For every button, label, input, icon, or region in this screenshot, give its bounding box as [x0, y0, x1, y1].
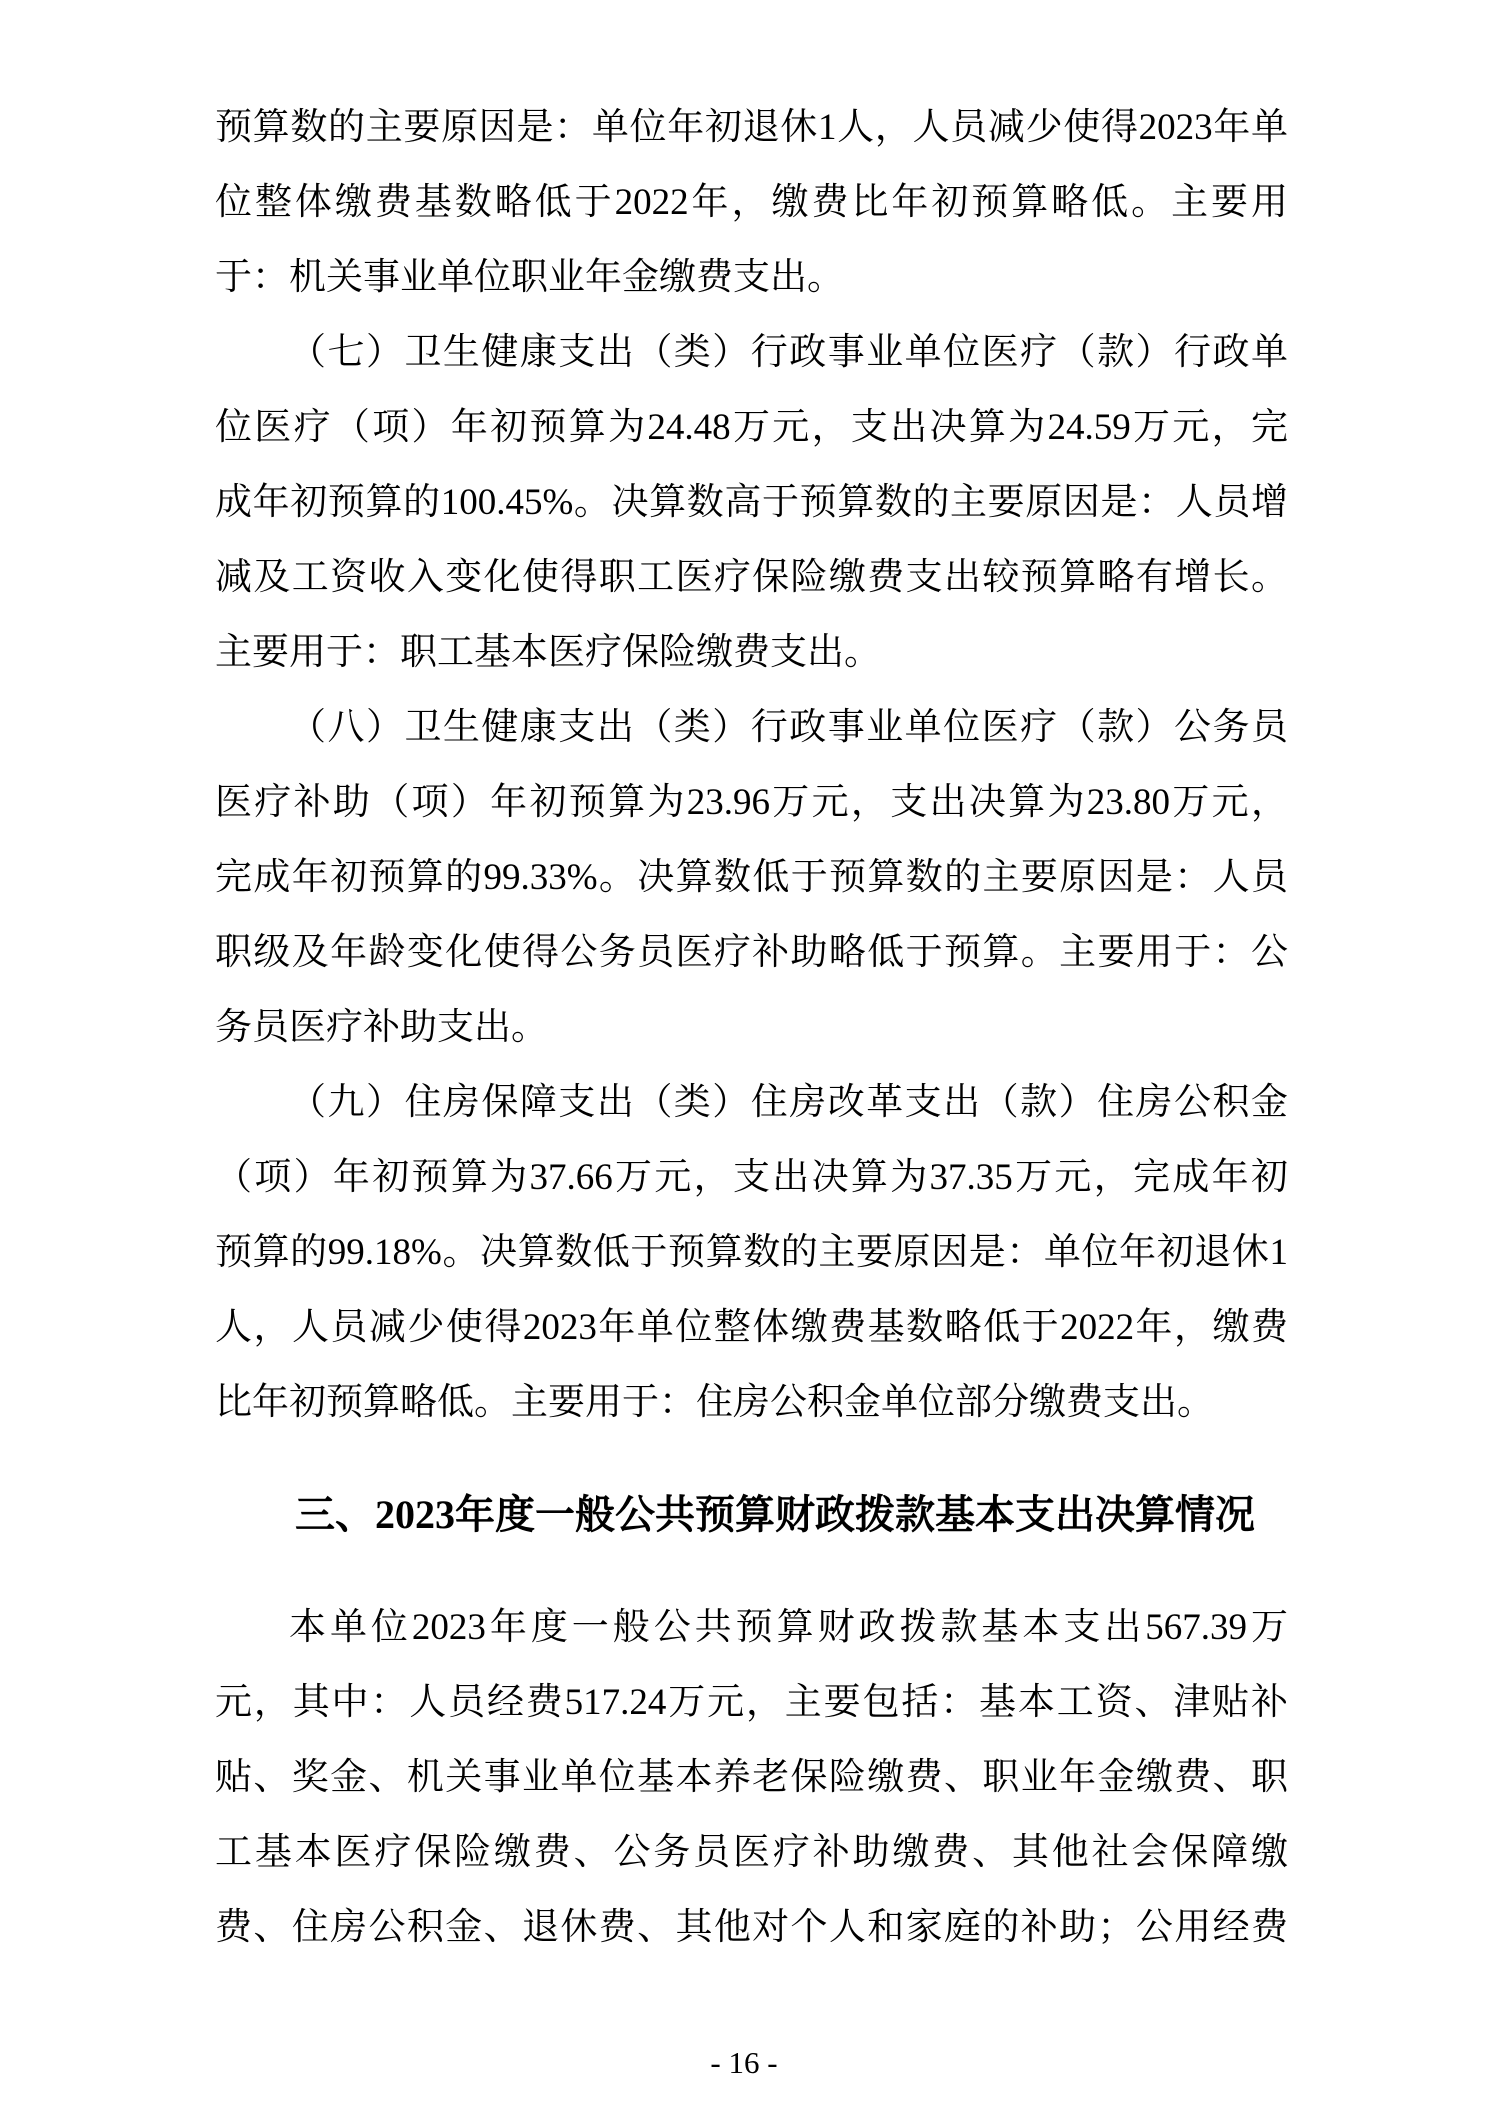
text-line: 位医疗（项）年初预算为24.48万元，支出决算为24.59万元，完	[215, 407, 1288, 448]
text-line: （九）住房保障支出（类）住房改革支出（款）住房公积金	[289, 1082, 1288, 1123]
text-line: 人，人员减少使得2023年单位整体缴费基数略低于2022年，缴费	[215, 1307, 1288, 1348]
text-line: 元，其中：人员经费517.24万元，主要包括：基本工资、津贴补	[215, 1682, 1288, 1723]
text-line: （七）卫生健康支出（类）行政事业单位医疗（款）行政单	[289, 332, 1288, 373]
text-line: 职级及年龄变化使得公务员医疗补助略低于预算。主要用于：公	[215, 932, 1288, 973]
text-line: （项）年初预算为37.66万元，支出决算为37.35万元，完成年初	[215, 1157, 1288, 1198]
page-footer	[0, 2040, 1488, 2086]
text-line: 费、住房公积金、退休费、其他对个人和家庭的补助；公用经费	[215, 1907, 1288, 1948]
text-line: 完成年初预算的99.33%。决算数低于预算数的主要原因是：人员	[215, 857, 1288, 898]
text-line: 贴、奖金、机关事业单位基本养老保险缴费、职业年金缴费、职	[215, 1757, 1288, 1798]
section-heading: 三、2023年度一般公共预算财政拨款基本支出决算情况	[295, 1492, 1255, 1537]
text-line: 医疗补助（项）年初预算为23.96万元，支出决算为23.80万元，	[215, 782, 1288, 823]
text-line: 本单位2023年度一般公共预算财政拨款基本支出567.39万	[289, 1607, 1288, 1648]
text-line: 位整体缴费基数略低于2022年，缴费比年初预算略低。主要用	[215, 182, 1288, 223]
text-line: 减及工资收入变化使得职工医疗保险缴费支出较预算略有增长。	[215, 557, 1288, 598]
document-body	[215, 90, 1288, 1965]
text-line: 预算的99.18%。决算数低于预算数的主要原因是：单位年初退休1	[215, 1232, 1288, 1273]
page-number: - 16 -	[710, 2045, 778, 2080]
text-line: 比年初预算略低。主要用于：住房公积金单位部分缴费支出。	[215, 1382, 1214, 1423]
text-line: 预算数的主要原因是：单位年初退休1人，人员减少使得2023年单	[215, 107, 1288, 148]
text-line: 工基本医疗保险缴费、公务员医疗补助缴费、其他社会保障缴	[215, 1832, 1288, 1873]
text-line: 于：机关事业单位职业年金缴费支出。	[215, 257, 844, 298]
text-line: 主要用于：职工基本医疗保险缴费支出。	[215, 632, 881, 673]
text-line: 务员医疗补助支出。	[215, 1007, 548, 1048]
text-line: 成年初预算的100.45%。决算数高于预算数的主要原因是：人员增	[215, 482, 1288, 523]
text-line: （八）卫生健康支出（类）行政事业单位医疗（款）公务员	[289, 707, 1288, 748]
